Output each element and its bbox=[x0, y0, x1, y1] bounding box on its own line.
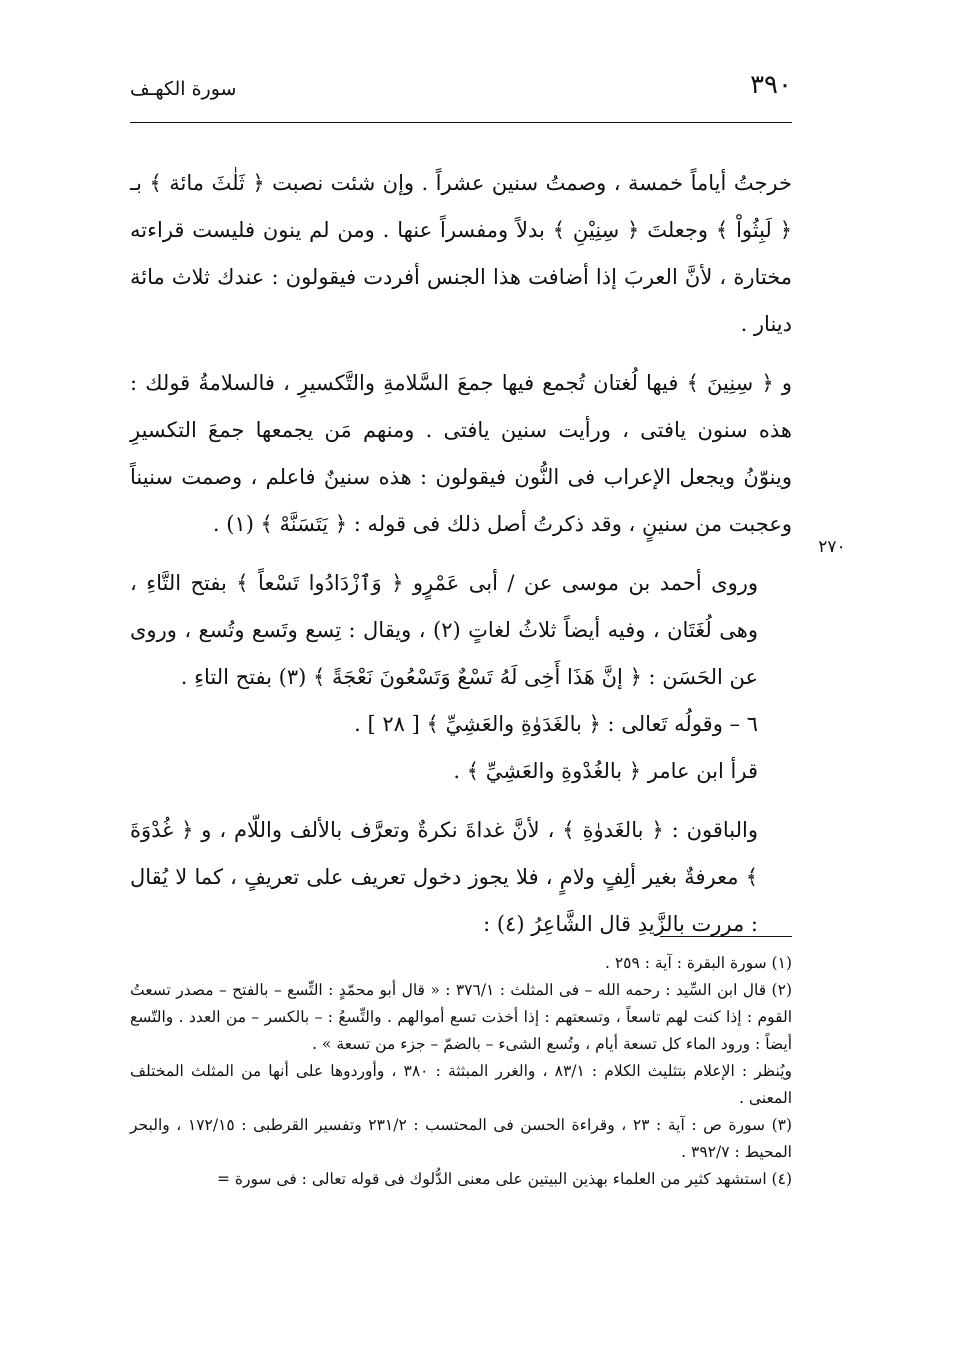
paragraph: قرأ ابن عامر ﴿ بالغُدْوةِ والعَشِيِّ ﴾ . bbox=[453, 759, 758, 783]
margin-page-reference: ٢٧٠ bbox=[818, 537, 846, 557]
footnotes bbox=[130, 950, 792, 1193]
paragraph: وروى أحمد بن موسى عن / أبى عَمْرٍو ﴿ وَٱزْدَادُوا تَسْعاً ﴾ بفتح التَّاءِ ، وهى لُغَتَان ، وفيه أيضاً ثلاثُ لغاتٍ (٢) ، ويقال : تِسع وتَسع وتُسع ، وروى عن الحَسَن : ﴿ إنَّ هَذَا أَخِى لَهُ تَسْعٌ وَتَسْعُونَ نَعْجَةً ﴾ (٣) بفتح التاءِ . bbox=[130, 571, 758, 689]
footnote: (١) سورة البقرة : آية : ٢٥٩ . bbox=[604, 954, 792, 972]
footnote: (٢) قال ابن السِّيد : رحمه الله – فى المثلث : ٣٧٦/١ : « قال أبو محمّدٍ : التِّسع – بالفتح – مصدر تسعتُ القوم : إذا كنت لهم تاسعاً ، وتسعتهم : إذا أخذت تسع أموالهم . والتِّسعُ : – بالكسر – من العدد . والتّسع أيضاً : ورود الماء كل تسعة أيام ، وتُسع الشىء – بالضمّ – جزء من تسعة » . bbox=[130, 981, 792, 1053]
paragraph: والباقون : ﴿ بالغَدوٰةِ ﴾ ، لأنَّ غداةَ نكرةٌ وتعرَّف بالألف واللّام ، و ﴿ غُدْوَةَ ﴾ معرفةٌ بغير ألِفٍ ولامٍ ، فلا يجوز دخول تعريف على تعريفٍ ، كما لا يُقال : مررت بالزَّيدِ قال الشَّاعِرُ (٤) : bbox=[130, 818, 758, 936]
footnote: ويُنظر : الإعلام بتثليث الكلام : ٨٣/١ ، والغرر المبثثة : ٣٨٠ ، وأوردوها على أنها من المثلث المختلف المعنى . bbox=[130, 1062, 793, 1107]
paragraph: و ﴿ سِنِينَ ﴾ فيها لُغتان تُجمع فيها جمعَ السَّلامةِ والتَّكسيرِ ، فالسلامةُ قولك : هذه سنون يافتى ، ورأيت سنين يافتى . ومنهم مَن يجمعها جمعَ التكسيرِ وينوّنُ ويجعل الإعراب فى النُّون فيقولون : هذه سنينٌ فاعلم ، وصمت سنيناً وعجبت من سنينٍ ، وقد ذكرتُ أصل ذلك فى قوله : ﴿ يَتَسَنَّهْ ﴾ (١) . bbox=[130, 371, 792, 536]
main-text bbox=[130, 160, 792, 948]
section-heading: ٦ – وقولُه تَعالى : ﴿ بالغَدَوٰةِ والعَشِيِّ ﴾ [ ٢٨ ] . bbox=[354, 712, 758, 736]
running-head bbox=[130, 70, 792, 110]
footnote-divider bbox=[660, 936, 792, 937]
paragraph: خرجتُ أياماً خمسة ، وصمتُ سنين عشراً . وإن شئت نصبت ﴿ ثَلٰثَ مائة ﴾ بـ ﴿ لَبِثُواْ ﴾ وجعلتَ ﴿ سِنِيْنِ ﴾ بدلاً ومفسراً عنها . ومن لم ينون فليست قراءته مختارة ، لأنَّ العربَ إذا أضافت هذا الجنس أفردت فيقولون : عندك ثلاث مائة دينار . bbox=[130, 171, 792, 336]
footnote: (٤) استشهد كثير من العلماء بهذين البيتين على معنى الدُّلوك فى قوله تعالى : فى سورة = bbox=[216, 1170, 792, 1188]
surah-title: سورة الكهـف bbox=[130, 78, 237, 100]
footnote: (٣) سورة ص : آية : ٢٣ ، وقراءة الحسن فى المحتسب : ٢٣١/٢ وتفسير القرطبى : ١٧٢/١٥ ، والبحر المحيط : ٣٩٢/٧ . bbox=[130, 1116, 793, 1161]
page-number: ٣٩٠ bbox=[750, 70, 792, 100]
header-divider bbox=[130, 122, 792, 123]
